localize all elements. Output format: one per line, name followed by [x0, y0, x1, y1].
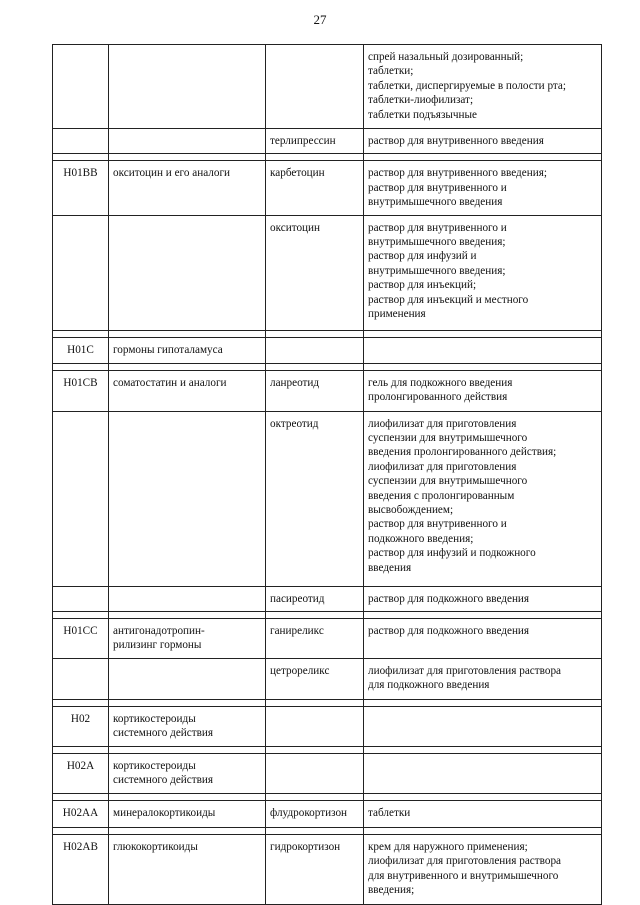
gap-cell	[266, 700, 364, 707]
gap-cell	[53, 828, 109, 835]
anatomical-group-cell: глюкокортикоиды	[109, 835, 266, 905]
table-row	[53, 161, 602, 215]
gap-cell	[53, 330, 109, 337]
table-row	[53, 707, 602, 747]
drug-name-cell: ганиреликс	[266, 619, 364, 659]
row-gap	[53, 828, 602, 835]
table-row	[53, 586, 602, 611]
gap-cell	[109, 330, 266, 337]
gap-cell	[53, 794, 109, 801]
gap-cell	[53, 612, 109, 619]
anatomical-group-cell	[109, 411, 266, 586]
gap-cell	[266, 154, 364, 161]
row-gap	[53, 612, 602, 619]
dosage-form-cell: таблетки	[364, 801, 602, 828]
drug-name-cell: ланреотид	[266, 370, 364, 411]
anatomical-group-cell: гормоны гипоталамуса	[109, 337, 266, 363]
drug-name-cell	[266, 45, 364, 129]
atc-code-cell: H01CC	[53, 619, 109, 659]
table-row	[53, 45, 602, 129]
row-gap	[53, 363, 602, 370]
dosage-form-cell: спрей назальный дозированный; таблетки; таблетки, диспергируемые в полости рта; таблетки-лиофилизат; таблетки подъязычные	[364, 45, 602, 129]
row-gap	[53, 794, 602, 801]
drug-name-cell: окситоцин	[266, 215, 364, 330]
gap-cell	[364, 612, 602, 619]
gap-cell	[364, 700, 602, 707]
table-row	[53, 835, 602, 905]
gap-cell	[109, 828, 266, 835]
anatomical-group-cell	[109, 659, 266, 700]
anatomical-group-cell: минералокортикоиды	[109, 801, 266, 828]
anatomical-group-cell	[109, 215, 266, 330]
anatomical-group-cell: окситоцин и его аналоги	[109, 161, 266, 215]
dosage-form-cell: гель для подкожного введения пролонгированного действия	[364, 370, 602, 411]
gap-cell	[266, 828, 364, 835]
table-row	[53, 129, 602, 154]
drug-name-cell: октреотид	[266, 411, 364, 586]
gap-cell	[53, 747, 109, 754]
row-gap	[53, 700, 602, 707]
dosage-form-cell: раствор для подкожного введения	[364, 619, 602, 659]
dosage-form-cell: лиофилизат для приготовления суспензии для внутримышечного введения пролонгированного действия; лиофилизат для приготовления суспензии для внутримышечного введения с пролонгированным высвобождением; раствор для внутривенного и подкожного введения; раствор для инфузий и подкожного введения	[364, 411, 602, 586]
gap-cell	[266, 747, 364, 754]
atc-code-cell: H02	[53, 707, 109, 747]
atc-code-cell: H01BB	[53, 161, 109, 215]
anatomical-group-cell: кортикостероиды системного действия	[109, 707, 266, 747]
gap-cell	[109, 612, 266, 619]
row-gap	[53, 330, 602, 337]
gap-cell	[53, 154, 109, 161]
atc-code-cell	[53, 129, 109, 154]
atc-code-cell	[53, 659, 109, 700]
gap-cell	[364, 363, 602, 370]
drug-name-cell: цетрореликс	[266, 659, 364, 700]
table-row	[53, 411, 602, 586]
page-number: 27	[313, 12, 327, 27]
table-row	[53, 659, 602, 700]
gap-cell	[266, 612, 364, 619]
gap-cell	[53, 363, 109, 370]
drug-name-cell: гидрокортизон	[266, 835, 364, 905]
gap-cell	[109, 794, 266, 801]
gap-cell	[109, 363, 266, 370]
drug-name-cell: карбетоцин	[266, 161, 364, 215]
gap-cell	[109, 747, 266, 754]
gap-cell	[266, 363, 364, 370]
table-row	[53, 215, 602, 330]
gap-cell	[364, 330, 602, 337]
atc-code-cell	[53, 411, 109, 586]
anatomical-group-cell	[109, 45, 266, 129]
dosage-form-cell: раствор для внутривенного введения; раствор для внутривенного и внутримышечного введения	[364, 161, 602, 215]
anatomical-group-cell	[109, 129, 266, 154]
atc-code-cell	[53, 45, 109, 129]
dosage-form-cell: раствор для внутривенного введения	[364, 129, 602, 154]
row-gap	[53, 747, 602, 754]
anatomical-group-cell	[109, 586, 266, 611]
anatomical-group-cell: кортикостероиды системного действия	[109, 754, 266, 794]
drug-name-cell	[266, 337, 364, 363]
dosage-form-cell: лиофилизат для приготовления раствора для подкожного введения	[364, 659, 602, 700]
table-row	[53, 619, 602, 659]
gap-cell	[364, 828, 602, 835]
atc-code-cell: H02AA	[53, 801, 109, 828]
medication-table	[52, 44, 602, 905]
gap-cell	[266, 794, 364, 801]
gap-cell	[266, 330, 364, 337]
table-body	[53, 45, 602, 905]
gap-cell	[109, 700, 266, 707]
drug-name-cell: терлипрессин	[266, 129, 364, 154]
gap-cell	[53, 700, 109, 707]
table-row	[53, 801, 602, 828]
table-row	[53, 370, 602, 411]
drug-name-cell: пасиреотид	[266, 586, 364, 611]
drug-name-cell	[266, 707, 364, 747]
atc-code-cell: H02AB	[53, 835, 109, 905]
row-gap	[53, 154, 602, 161]
dosage-form-cell: раствор для подкожного введения	[364, 586, 602, 611]
atc-code-cell	[53, 215, 109, 330]
table-row	[53, 754, 602, 794]
dosage-form-cell: раствор для внутривенного и внутримышечного введения; раствор для инфузий и внутримышечного введения; раствор для инъекций; раствор для инъекций и местного применения	[364, 215, 602, 330]
gap-cell	[364, 154, 602, 161]
dosage-form-cell: крем для наружного применения; лиофилизат для приготовления раствора для внутривенного и внутримышечного введения;	[364, 835, 602, 905]
drug-name-cell: флудрокортизон	[266, 801, 364, 828]
atc-code-cell	[53, 586, 109, 611]
atc-code-cell: H01C	[53, 337, 109, 363]
table-row	[53, 337, 602, 363]
drug-name-cell	[266, 754, 364, 794]
dosage-form-cell	[364, 754, 602, 794]
gap-cell	[364, 794, 602, 801]
dosage-form-cell	[364, 707, 602, 747]
gap-cell	[109, 154, 266, 161]
anatomical-group-cell: соматостатин и аналоги	[109, 370, 266, 411]
gap-cell	[364, 747, 602, 754]
atc-code-cell: H01CB	[53, 370, 109, 411]
anatomical-group-cell: антигонадотропин- рилизинг гормоны	[109, 619, 266, 659]
atc-code-cell: H02A	[53, 754, 109, 794]
dosage-form-cell	[364, 337, 602, 363]
